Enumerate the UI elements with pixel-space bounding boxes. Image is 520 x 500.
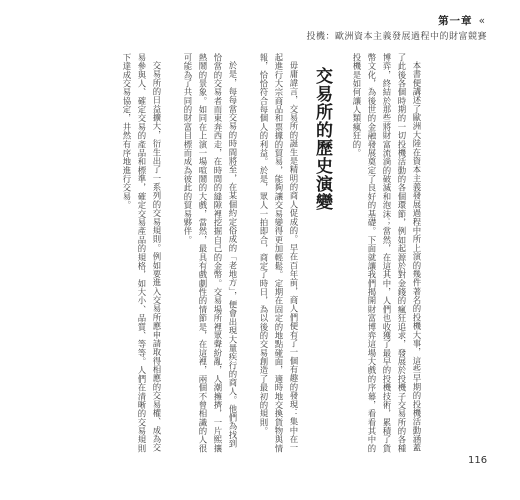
intro-paragraph: 本書便講述了歐洲大陸在資本主義發展過程中所上演的幾件著名的投機大事，這些早期的投機活動涵蓋了此後各個時期的一切投機活動的各個環節，例如起源於對金錢的瘋狂追求，發展於投機子交易所的各種博弈，終結於那些將財富流淌的破滅和泡沫；當然，在這其中，人們也收獲了最早的投機技術，累積了貨幣文化，為後世的金融發展奠定了良好的基礎。下面就讓我們揭開財富博弈這場大戲的序幕，看看其中的投機是如何讓人類瘋狂的。 bbox=[352, 53, 422, 453]
chapter-heading bbox=[356, 13, 486, 28]
section-title: 交易所的歷史演變 bbox=[312, 67, 332, 211]
page-number: 116 bbox=[468, 455, 488, 466]
body-paragraph-1: 毋庸諱言，交易所的誕生是精明的商人促成的。早在百年前，商人們便有了一個有趣的發現：集中在一起進行大宗商品和票據的貿易，能夠讓交易變得更加輕鬆。定期在固定的地點碰面，適時地交換貨物與情報，恰恰符合每個人的利益。於是，眾人一拍即合，商定了時日，為以後的交易創造了最初的規則。 bbox=[259, 53, 299, 453]
body-paragraph-2: 於是，每每當交易的時間將至，在某個約定俗成的「老地方」，便會出現大量疾行的商人。他們為找到恰當的交易者而東奔西走，在時間的縫隙裡挖掘自己的金幣。交易場所裡眾聲紛亂，人潮擁擠，一片熙攘熱鬧的景象。如同在上演一場喧鬧的大戲，當然，最具有戲劇性的情節是，在這裡，兩個不曾相識的人很可能為了共同的財富目標而成為彼此的貿易夥伴。 bbox=[183, 53, 238, 453]
running-subtitle: 投機：歐洲資本主義發展過程中的財富競賽 bbox=[306, 32, 487, 42]
vertical-body-text bbox=[119, 53, 424, 455]
chapter-title: 第一章 bbox=[438, 15, 473, 27]
chapter-mark: « bbox=[478, 15, 486, 27]
body-paragraph-3: 交易所的日益擴大，衍生出了一系列的交易規則。例如要進入交易所應申請取得相應的交易權、成為交易參與人、確定交易的產品和標準，確定交易產品的規格，如大小、品質、等等。人們在清晰的交易規則下達成交易協定，井然有序地進行交易。 bbox=[122, 53, 162, 453]
